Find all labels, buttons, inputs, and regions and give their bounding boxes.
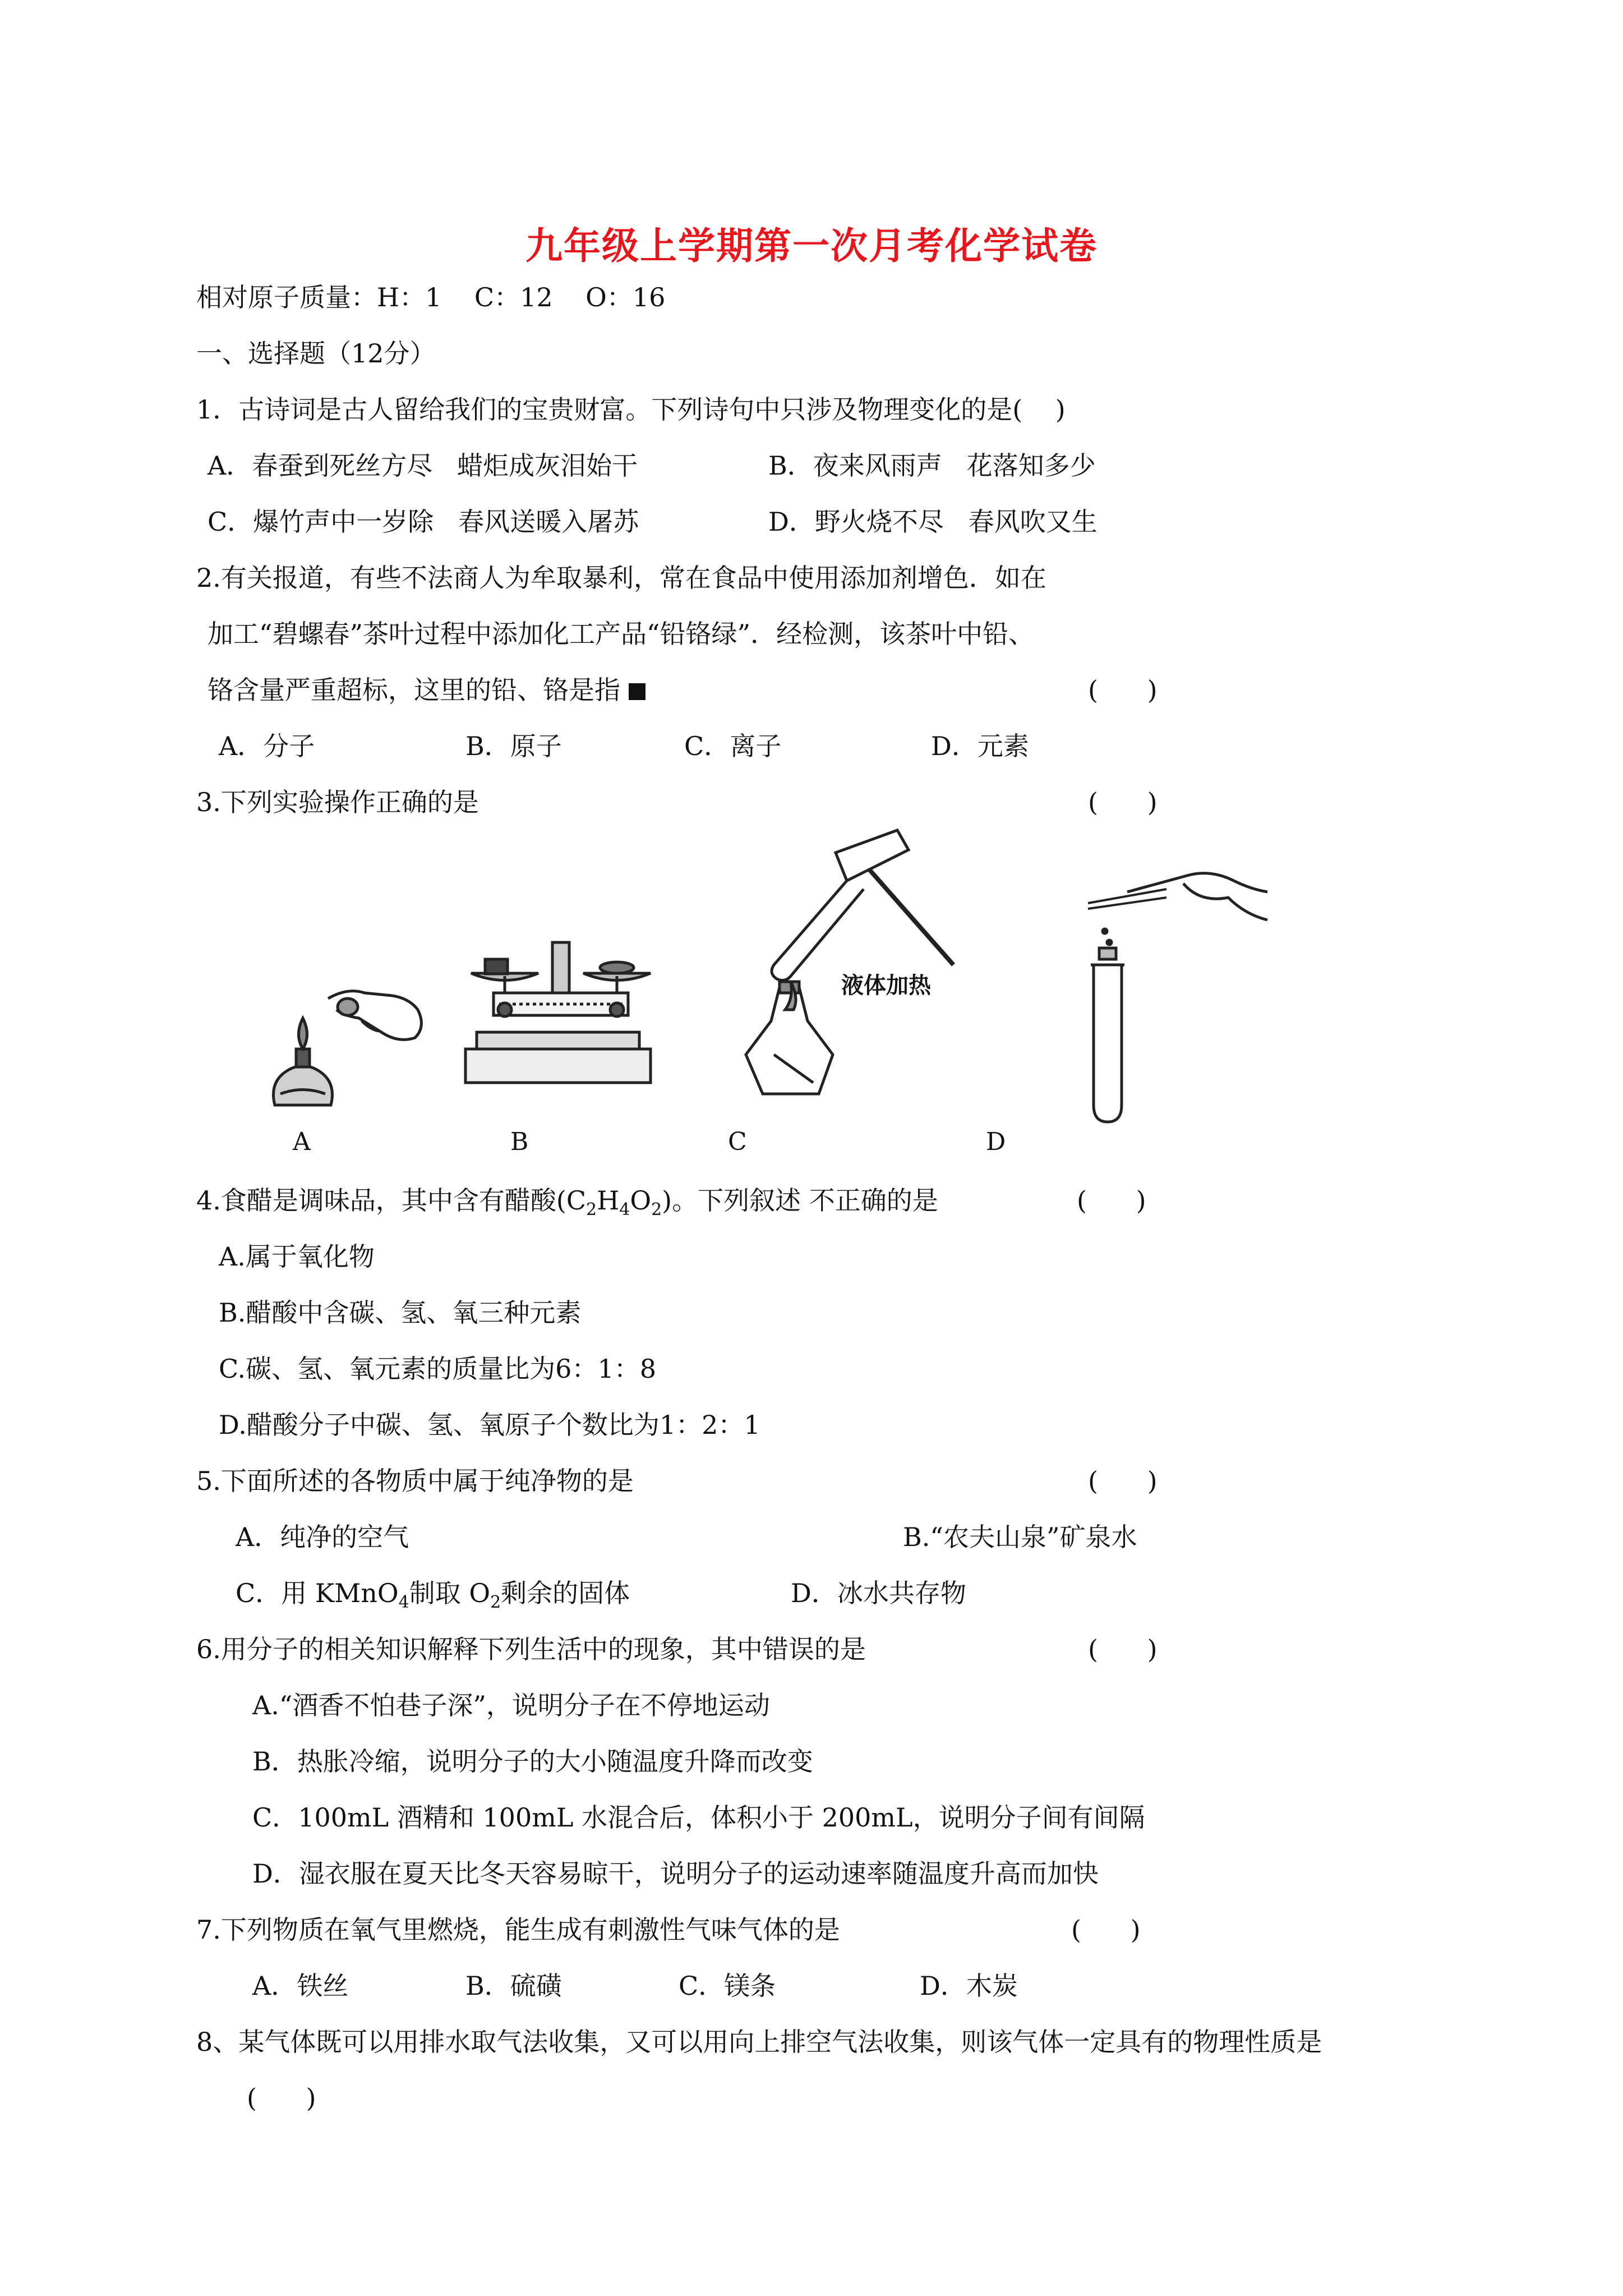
question-6-option-d: D．湿衣服在夏天比冬天容易晾干，说明分子的运动速率随温度升高而加快 xyxy=(252,1858,1099,1889)
question-4-answer-paren: ( ) xyxy=(1077,1185,1146,1216)
q4-sub-1: 2 xyxy=(586,1200,597,1220)
question-8-stem: 8、某气体既可以用排水取气法收集，又可以用向上排空气法收集，则该气体一定具有的物理性质是 xyxy=(196,2027,1322,2057)
q4-stem-post: )。下列叙述 不正确的是 xyxy=(662,1185,938,1216)
figure-label-a: A xyxy=(293,1128,311,1156)
question-2-option-c: C．离子 xyxy=(684,731,782,761)
question-5-stem: 5.下面所述的各物质中属于纯净物的是 xyxy=(196,1466,634,1496)
question-7-option-c: C．镁条 xyxy=(679,1971,776,2001)
figure-c-liquid-heating xyxy=(740,819,976,1111)
question-7-stem: 7.下列物质在氧气里燃烧，能生成有刺激性气味气体的是 xyxy=(196,1915,840,1945)
q5-c-post: 剩余的固体 xyxy=(501,1578,630,1608)
question-6-answer-paren: ( ) xyxy=(1088,1634,1158,1664)
figure-label-c: C xyxy=(728,1128,747,1156)
q5-c-pre: C．用 KMnO xyxy=(236,1578,399,1608)
question-6-option-a: A.“酒香不怕巷子深”，说明分子在不停地运动 xyxy=(252,1690,770,1720)
q4-mid-2: O xyxy=(630,1185,652,1216)
question-4-stem xyxy=(196,1184,938,1220)
q4-mid-1: H xyxy=(597,1185,620,1216)
question-5-option-a: A．纯净的空气 xyxy=(236,1522,409,1552)
question-2-line-3-text: 铬含量严重超标，这里的铅、铬是指 xyxy=(208,675,620,705)
figure-c-caption: 液体加热 xyxy=(841,973,931,999)
question-1-stem: 1．古诗词是古人留给我们的宝贵财富。下列诗句中只涉及物理变化的是( ) xyxy=(196,394,1066,425)
question-3-answer-paren: ( ) xyxy=(1088,787,1158,817)
question-7-option-b: B．硫磺 xyxy=(465,1971,562,2001)
question-1-option-d: D．野火烧不尽 春风吹又生 xyxy=(768,507,1098,537)
question-1-option-b: B．夜来风雨声 花落知多少 xyxy=(768,450,1096,481)
figure-a-alcohol-lamp xyxy=(264,965,449,1111)
question-7-option-d: D．木炭 xyxy=(920,1971,1018,2001)
filled-square-mark xyxy=(629,683,645,700)
question-6-stem: 6.用分子的相关知识解释下列生活中的现象，其中错误的是 xyxy=(196,1634,866,1664)
figure-label-b: B xyxy=(510,1128,529,1156)
q4-sub-2: 4 xyxy=(619,1200,630,1220)
question-4-option-d: D.醋酸分子中碳、氢、氧原子个数比为1：2：1 xyxy=(219,1410,760,1440)
question-2-option-b: B．原子 xyxy=(465,731,562,761)
atomic-mass-line: 相对原子质量：H：1 C：12 O：16 xyxy=(196,282,666,312)
q5-c-sub-1: 4 xyxy=(398,1593,409,1613)
figure-b-balance xyxy=(460,920,662,1099)
question-7-option-a: A．铁丝 xyxy=(252,1971,349,2001)
q4-sub-3: 2 xyxy=(651,1200,662,1220)
q5-c-mid: 制取 O xyxy=(409,1578,491,1608)
question-2-answer-paren: ( ) xyxy=(1088,675,1158,705)
question-2-line-2: 加工“碧螺春”茶叶过程中添加化工产品“铅铬绿”．经检测，该茶叶中铅、 xyxy=(208,619,1035,649)
question-4-option-c: C.碳、氢、氧元素的质量比为6：1：8 xyxy=(219,1354,656,1384)
question-2-option-d: D．元素 xyxy=(931,731,1029,761)
question-4-option-a: A.属于氧化物 xyxy=(219,1241,375,1272)
question-5-answer-paren: ( ) xyxy=(1088,1466,1158,1496)
question-5-option-c xyxy=(236,1576,630,1613)
question-1-option-a: A．春蚕到死丝方尽 蜡炬成灰泪始干 xyxy=(208,450,638,481)
question-4-option-b: B.醋酸中含碳、氢、氧三种元素 xyxy=(219,1297,582,1328)
figure-label-d: D xyxy=(986,1128,1006,1156)
question-2-line-3 xyxy=(208,673,645,707)
question-2-option-a: A．分子 xyxy=(219,731,315,761)
question-3-stem: 3.下列实验操作正确的是 xyxy=(196,787,479,817)
question-7-answer-paren: ( ) xyxy=(1071,1915,1141,1945)
question-2-line-1: 2.有关报道，有些不法商人为牟取暴利，常在食品中使用添加剂增色．如在 xyxy=(196,563,1046,593)
question-5-option-b: B.“农夫山泉”矿泉水 xyxy=(903,1522,1137,1552)
question-8-answer-paren: ( ) xyxy=(247,2083,316,2113)
question-1-option-c: C．爆竹声中一岁除 春风送暖入屠苏 xyxy=(208,507,639,537)
page-title: 九年级上学期第一次月考化学试卷 xyxy=(525,224,1098,268)
section-heading: 一、选择题（12分） xyxy=(196,338,436,369)
question-6-option-b: B．热胀冷缩，说明分子的大小随温度升降而改变 xyxy=(252,1746,813,1777)
figure-d-test-tube xyxy=(1066,858,1279,1128)
question-6-option-c: C．100mL 酒精和 100mL 水混合后，体积小于 200mL，说明分子间有间隔 xyxy=(252,1802,1145,1833)
q4-stem-pre: 4.食醋是调味品，其中含有醋酸(C xyxy=(196,1185,587,1216)
q5-c-sub-2: 2 xyxy=(490,1593,501,1613)
question-5-option-d: D．冰水共存物 xyxy=(791,1578,966,1608)
